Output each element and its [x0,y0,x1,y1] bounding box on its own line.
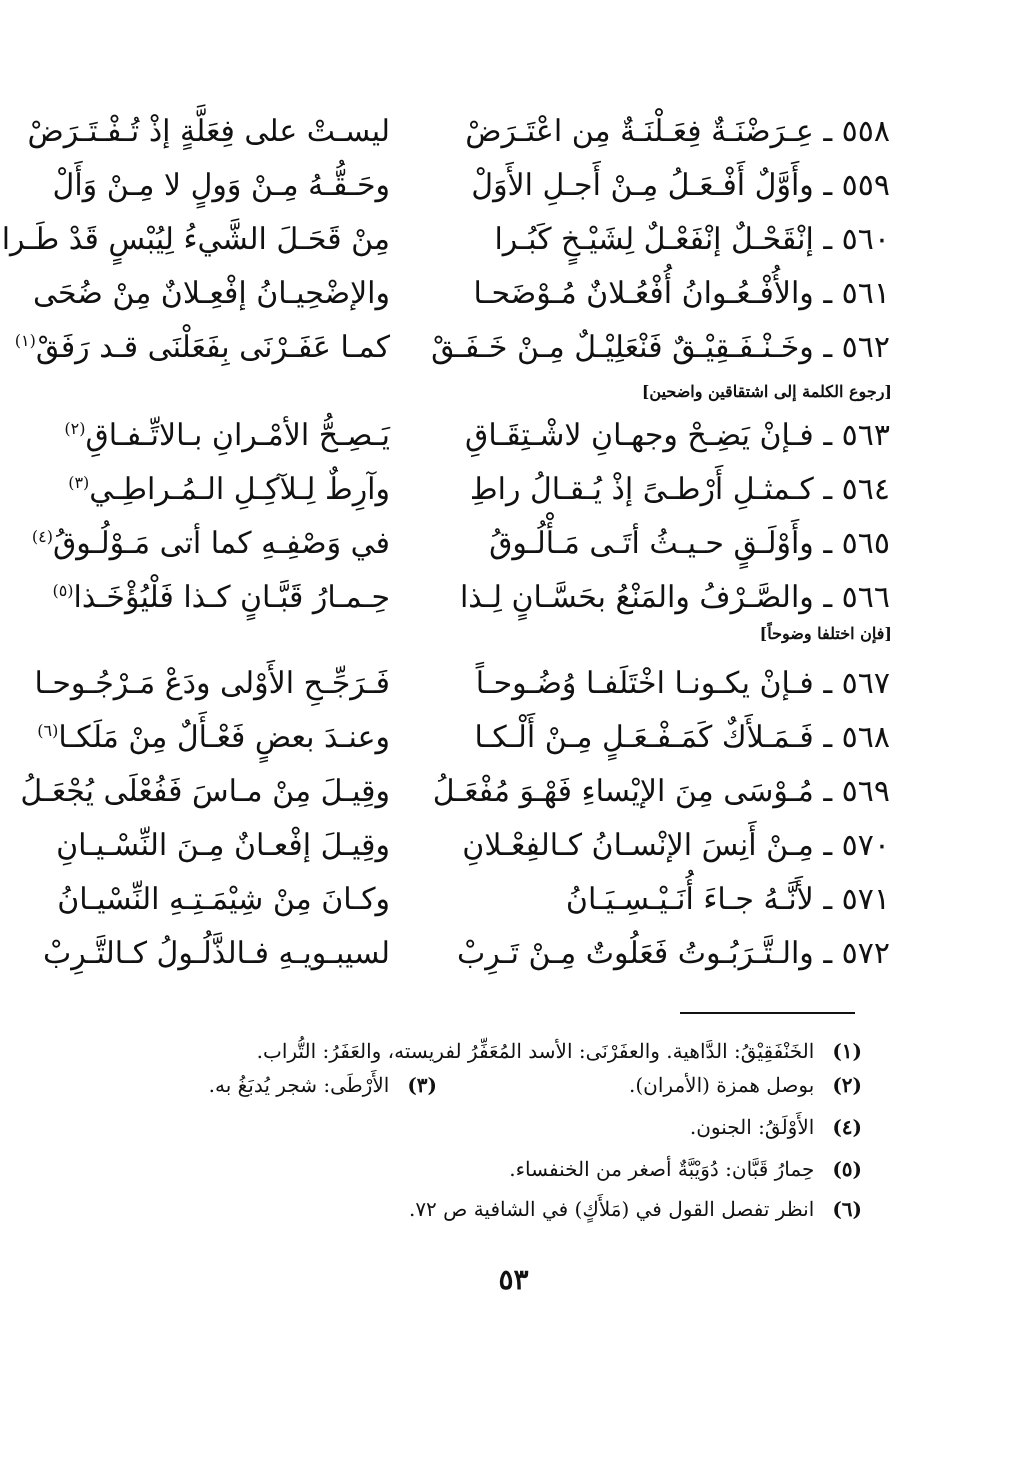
footnote-separator [680,1012,855,1014]
second-hemistich-text: كمـا عَفَـرْنَى بِفَعَلْنَى قـد رَفَقْ [35,330,390,365]
verse-number: ٥٦٨ [841,720,890,755]
second-hemistich: فَـرَجِّـحِ الأَوْلى ودَعْ مَـرْجُـوحـا [34,666,390,701]
first-hemistich-text: وأَوْلَـقٍ حـيـثُ أتَـى مَـأْلُـوقُ [489,526,814,561]
verse-number: ٥٧١ [841,882,890,917]
verse-number: ٥٦٦ [841,580,890,615]
second-hemistich-text: وآرِطٌ لِـلآكِـلِ الـمُـراطِـي [89,472,390,507]
first-hemistich: ٥٧١ ـ لأَنَّـهُ جـاءَ أُنَـيْـسِـيَـانُ [565,882,890,917]
first-hemistich-text: مُـوْسَى مِنَ الإيْساءِ فَهْـوَ مُفْعَـلُ [432,774,814,809]
second-hemistich: وحَـقُّـهُ مِـنْ وَولٍ لا مِـنْ وَأَلْ [52,168,390,203]
second-hemistich [52,572,390,624]
second-hemistich [60,410,390,462]
verse-number: ٥٦٣ [841,418,890,453]
verse-number: ٥٦٥ [841,526,890,561]
first-hemistich: ٥٦١ ـ والأُفْـعُـوانُ أُفْعُـلانٌ مُـوْضَحـا [473,276,890,311]
footnote-text: انظر تفصل القول في (مَلأَكٍ) في الشافية ص ٧٢. [408,1197,815,1221]
footnote-text: الأَرْطَى: شجر يُدبَغُ به. [208,1073,390,1097]
footnote-marker: (٥) [832,1157,862,1181]
footnote-reference: (٦) [37,721,59,740]
footnote-marker: (٦) [832,1197,862,1221]
footnote-2 [629,1070,862,1100]
second-hemistich: وكـانَ مِنْ شِيْمَـتِـهِ النِّسْيـانُ [57,882,390,917]
section-heading: [رجوع الكلمة إلى اشتقاقين واضحين] [641,382,892,401]
second-hemistich [14,322,390,374]
verse-558 [27,106,890,158]
first-hemistich: ٥٦٠ ـ إنْقَحْـلٌ إنْفَعْـلٌ لِشَيْـخٍ كَبُـرا [494,222,890,257]
verse-563 [60,410,890,462]
first-hemistich: ٥٦٦ ـ والصَّـرْفُ والمَنْعُ بحَسَّـانٍ لِـذا [459,580,890,615]
footnote-text: الخَنْفَقِيْقُ: الدَّاهية. والعفَرْنَى: الأسد المُعَفِّرُ لفريسته، والعَفَرُ: التُّراب. [256,1039,815,1063]
first-hemistich-text: كـمثـلِ أَرْطـىً إذْ يُـقـالُ راطِ [469,472,814,507]
first-hemistich: ٥٥٨ ـ عِـرَضْنَـةٌ فِعَـلْنَـةٌ مِن اعْتَـرَضْ [465,114,890,149]
footnote-5 [509,1154,862,1184]
verse-number: ٥٦٠ [841,222,890,257]
page-number: ٥٣ [498,1263,529,1296]
verse-559 [52,160,890,212]
verse-number: ٥٧٠ [841,828,890,863]
first-hemistich: ٥٦٨ ـ فَـمَـلأَكٌ كَمَـفْـعَـلٍ مِـنْ أَلْـكـا [474,720,890,755]
footnote-reference: (٥) [52,581,74,600]
verse-561 [32,268,890,320]
second-hemistich [60,464,390,516]
first-hemistich: ٥٦٥ ـ وأَوْلَـقٍ حـيـثُ أتَـى مَـأْلُـوقُ [489,526,890,561]
first-hemistich: ٥٦٤ ـ كـمثـلِ أَرْطـىً إذْ يُـقـالُ راطِ [469,472,890,507]
verse-560 [1,214,890,266]
footnote-reference: (٣) [68,473,90,492]
first-hemistich: ٥٧٠ ـ مِـنْ أَنِسَ الإنْسـانُ كـالفِعْـلانِ [462,828,890,863]
footnote-4 [690,1112,862,1142]
first-hemistich: ٥٧٢ ـ والـتَّـرَبُـوتُ فَعَلُوتٌ مِـنْ تَـرِبْ [457,936,890,971]
first-hemistich-text: والصَّـرْفُ والمَنْعُ بحَسَّـانٍ لِـذا [459,580,814,615]
first-hemistich: ٥٦٢ ـ وخَـنْـفَـقِيْـقٌ فَنْعَلِيْـلٌ مِـنْ خَـفَـقْ [431,330,890,365]
footnote-6 [409,1194,862,1224]
verse-571 [57,874,890,926]
first-hemistich-text: إنْقَحْـلٌ إنْفَعْـلٌ لِشَيْـخٍ كَبُـرا [494,222,814,257]
first-hemistich: ٥٦٧ ـ فـإنْ يكـونـا اخْتَلَفـا وُضُـوحـاً [475,666,890,701]
verse-number: ٥٧٢ [841,936,890,971]
first-hemistich-text: مِـنْ أَنِسَ الإنْسـانُ كـالفِعْـلانِ [462,828,814,863]
first-hemistich-text: فـإنْ يَضِـحْ وجهـانِ لاشْـتِقَـاقِ [465,418,814,453]
verse-572 [43,928,890,980]
second-hemistich: مِنْ قَحَـلَ الشَّيءُ لِيُبْسٍ قَدْ طَـرا [1,222,390,257]
footnote-reference: (١) [14,331,36,350]
second-hemistich: وقِيـلَ مِنْ مـاسَ فَفُعْلَى يُجْعَـلُ [20,774,390,809]
verse-number: ٥٦٧ [841,666,890,701]
footnote-1 [257,1036,862,1066]
footnote-text: حِمارُ قَبَّان: دُوَيْبَّةٌ أصغر من الخنفساء. [509,1157,815,1181]
first-hemistich: ٥٦٣ ـ فـإنْ يَضِـحْ وجهـانِ لاشْـتِقَـاقِ [465,418,890,453]
second-hemistich [37,712,390,764]
verse-number: ٥٥٨ [841,114,890,149]
section-heading: [فإن اختلفا وضوحاً] [759,624,892,643]
first-hemistich-text: والـتَّـرَبُـوتُ فَعَلُوتٌ مِـنْ تَـرِبْ [457,936,814,971]
verse-570 [56,820,890,872]
verse-number: ٥٦١ [841,276,890,311]
footnote-text: بوصل همزة (الأمران). [629,1073,815,1097]
second-hemistich-text: في وَصْفِـهِ كما أتى مَـوْلُـوقُ [52,526,390,561]
first-hemistich-text: عِـرَضْنَـةٌ فِعَـلْنَـةٌ مِن اعْتَـرَضْ [465,114,814,149]
footnote-marker: (١) [832,1039,862,1063]
footnote-3 [209,1070,437,1100]
first-hemistich-text: وأَوَّلٌ أَفْـعَـلُ مِـنْ أَجـلِ الأَوَلْ [471,168,814,203]
first-hemistich: ٥٥٩ ـ وأَوَّلٌ أَفْـعَـلُ مِـنْ أَجـلِ الأَوَلْ [471,168,890,203]
footnote-text: الأَوْلَقُ: الجنون. [689,1115,815,1139]
verse-number: ٥٦٤ [841,472,890,507]
footnote-marker: (٤) [832,1115,862,1139]
verse-562 [14,322,890,374]
footnote-marker: (٢) [832,1073,862,1097]
verse-number: ٥٥٩ [841,168,890,203]
second-hemistich: وقِيـلَ إفْعـانٌ مِـنَ النِّسْـيـانِ [56,828,390,863]
first-hemistich-text: لأَنَّـهُ جـاءَ أُنَـيْـسِـيَـانُ [565,882,814,917]
verse-565 [31,518,890,570]
verse-number: ٥٦٩ [841,774,890,809]
second-hemistich: ليسـتْ على فِعَلَّةٍ إذْ تُـفْـتَـرَضْ [27,114,390,149]
verse-number: ٥٦٢ [841,330,890,365]
verse-564 [60,464,890,516]
verse-569 [20,766,890,818]
footnote-reference: (٤) [31,527,53,546]
second-hemistich-text: وعنـدَ بعضٍ فَعْـأَلٌ مِنْ مَلَكـا [58,720,390,755]
verse-568 [37,712,890,764]
second-hemistich [31,518,390,570]
second-hemistich-text: حِـمـارُ قَبَّـانٍ كـذا فَلْيُؤْخَـذا [73,580,390,615]
first-hemistich-text: فَـمَـلأَكٌ كَمَـفْـعَـلٍ مِـنْ أَلْـكـا [474,720,814,755]
verse-567 [34,658,890,710]
footnote-marker: (٣) [407,1073,437,1097]
second-hemistich: والإضْحِيـانُ إفْعِـلانٌ مِنْ ضُحَى [32,276,390,311]
first-hemistich: ٥٦٩ ـ مُـوْسَى مِنَ الإيْساءِ فَهْـوَ مُفْعَـلُ [432,774,890,809]
first-hemistich-text: والأُفْـعُـوانُ أُفْعُـلانٌ مُـوْضَحـا [473,276,814,311]
first-hemistich-text: فـإنْ يكـونـا اخْتَلَفـا وُضُـوحـاً [475,666,814,701]
second-hemistich-text: يَـصِـحُّ الأمْـرانِ بـالاتِّـفـاقِ [85,418,390,453]
second-hemistich: لسيبـويـهِ فـالذَّلُـولُ كـالتَّـرِبْ [43,936,390,971]
verse-566 [52,572,890,624]
footnote-reference: (٢) [64,419,86,438]
first-hemistich-text: وخَـنْـفَـقِيْـقٌ فَنْعَلِيْـلٌ مِـنْ خَـفَـقْ [431,330,814,365]
